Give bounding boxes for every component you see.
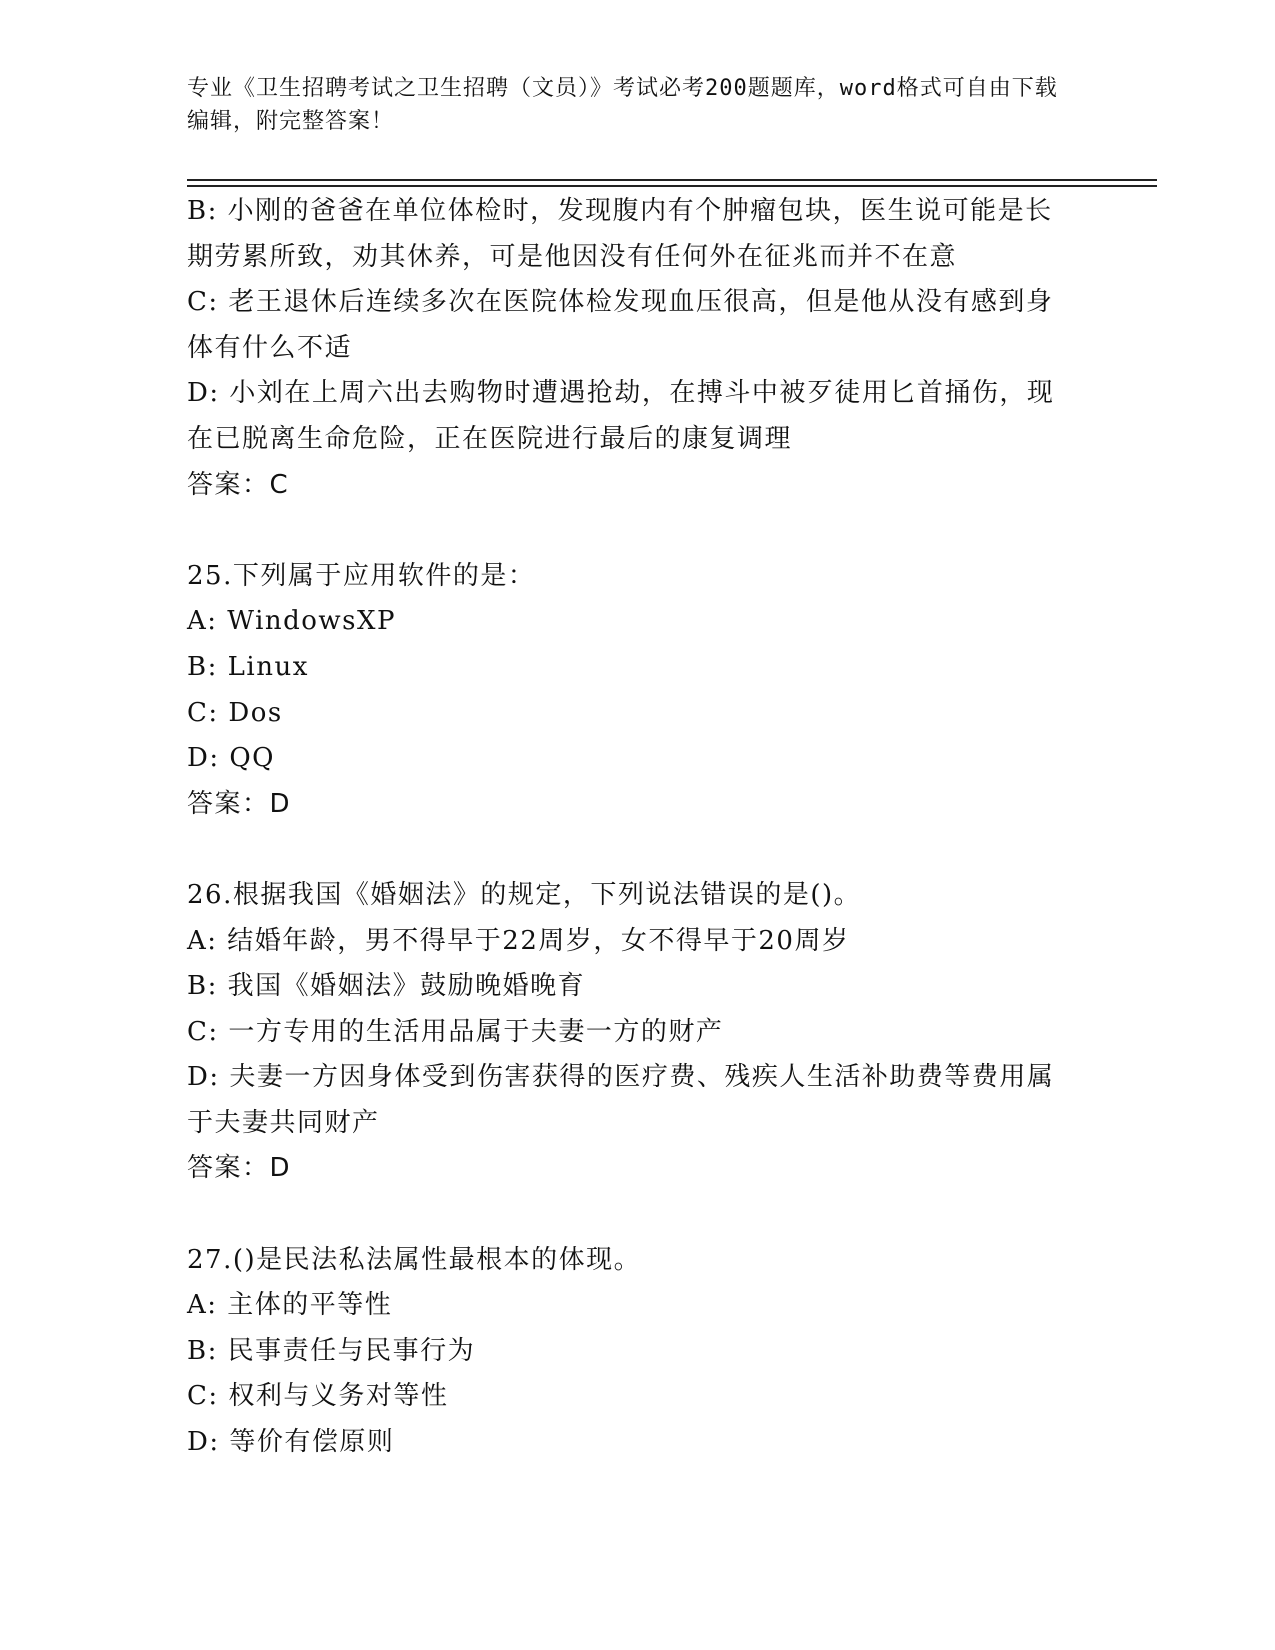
- option-c: C: 一方专用的生活用品属于夫妻一方的财产: [187, 1016, 724, 1047]
- option-a: A: 主体的平等性: [187, 1290, 393, 1321]
- option-d: D: 等价有偿原则: [187, 1427, 395, 1458]
- option-c: C: 权利与义务对等性: [187, 1381, 449, 1412]
- option-a: A: WindowsXP: [187, 606, 397, 637]
- document-header: 专业《卫生招聘考试之卫生招聘（文员）》考试必考200题题库，word格式可自由下载编辑，附完整答案！: [187, 76, 1058, 134]
- answer-line: 答案：D: [187, 1153, 292, 1184]
- option-c: C: 老王退休后连续多次在医院体检发现血压很高，但是他从没有感到身体有什么不适: [187, 287, 1054, 363]
- header-divider-bottom: [187, 185, 1157, 187]
- option-b: B: 我国《婚姻法》鼓励晚婚晚育: [187, 971, 586, 1002]
- option-b: B: Linux: [187, 651, 309, 682]
- option-c: C: Dos: [187, 697, 283, 728]
- answer-line: 答案：D: [187, 788, 292, 819]
- header-divider-top: [187, 179, 1157, 181]
- option-d: D: 小刘在上周六出去购物时遭遇抢劫，在搏斗中被歹徒用匕首捅伤，现在已脱离生命危险，正在医院进行最后的康复调理: [187, 378, 1055, 454]
- option-d: D: QQ: [187, 743, 276, 774]
- option-d: D: 夫妻一方因身体受到伤害获得的医疗费、残疾人生活补助费等费用属于夫妻共同财产: [187, 1062, 1055, 1138]
- question-27-block: [187, 1238, 1087, 1466]
- question-25-text: 25.下列属于应用软件的是：: [187, 560, 536, 591]
- option-b: B: 小刚的爸爸在单位体检时，发现腹内有个肿瘤包块，医生说可能是长期劳累所致，劝其休养，可是他因没有任何外在征兆而并不在意: [187, 196, 1053, 272]
- prev-question-block: [187, 189, 1087, 508]
- answer-line: 答案：C: [187, 469, 290, 500]
- document-body: [187, 189, 1087, 1466]
- question-25-block: [187, 554, 1087, 828]
- question-26-text: 26.根据我国《婚姻法》的规定，下列说法错误的是()。: [187, 879, 862, 910]
- question-27-text: 27.()是民法私法属性最根本的体现。: [187, 1244, 642, 1275]
- question-26-block: [187, 873, 1087, 1192]
- option-a: A: 结婚年龄，男不得早于22周岁，女不得早于20周岁: [187, 925, 850, 956]
- option-b: B: 民事责任与民事行为: [187, 1335, 476, 1366]
